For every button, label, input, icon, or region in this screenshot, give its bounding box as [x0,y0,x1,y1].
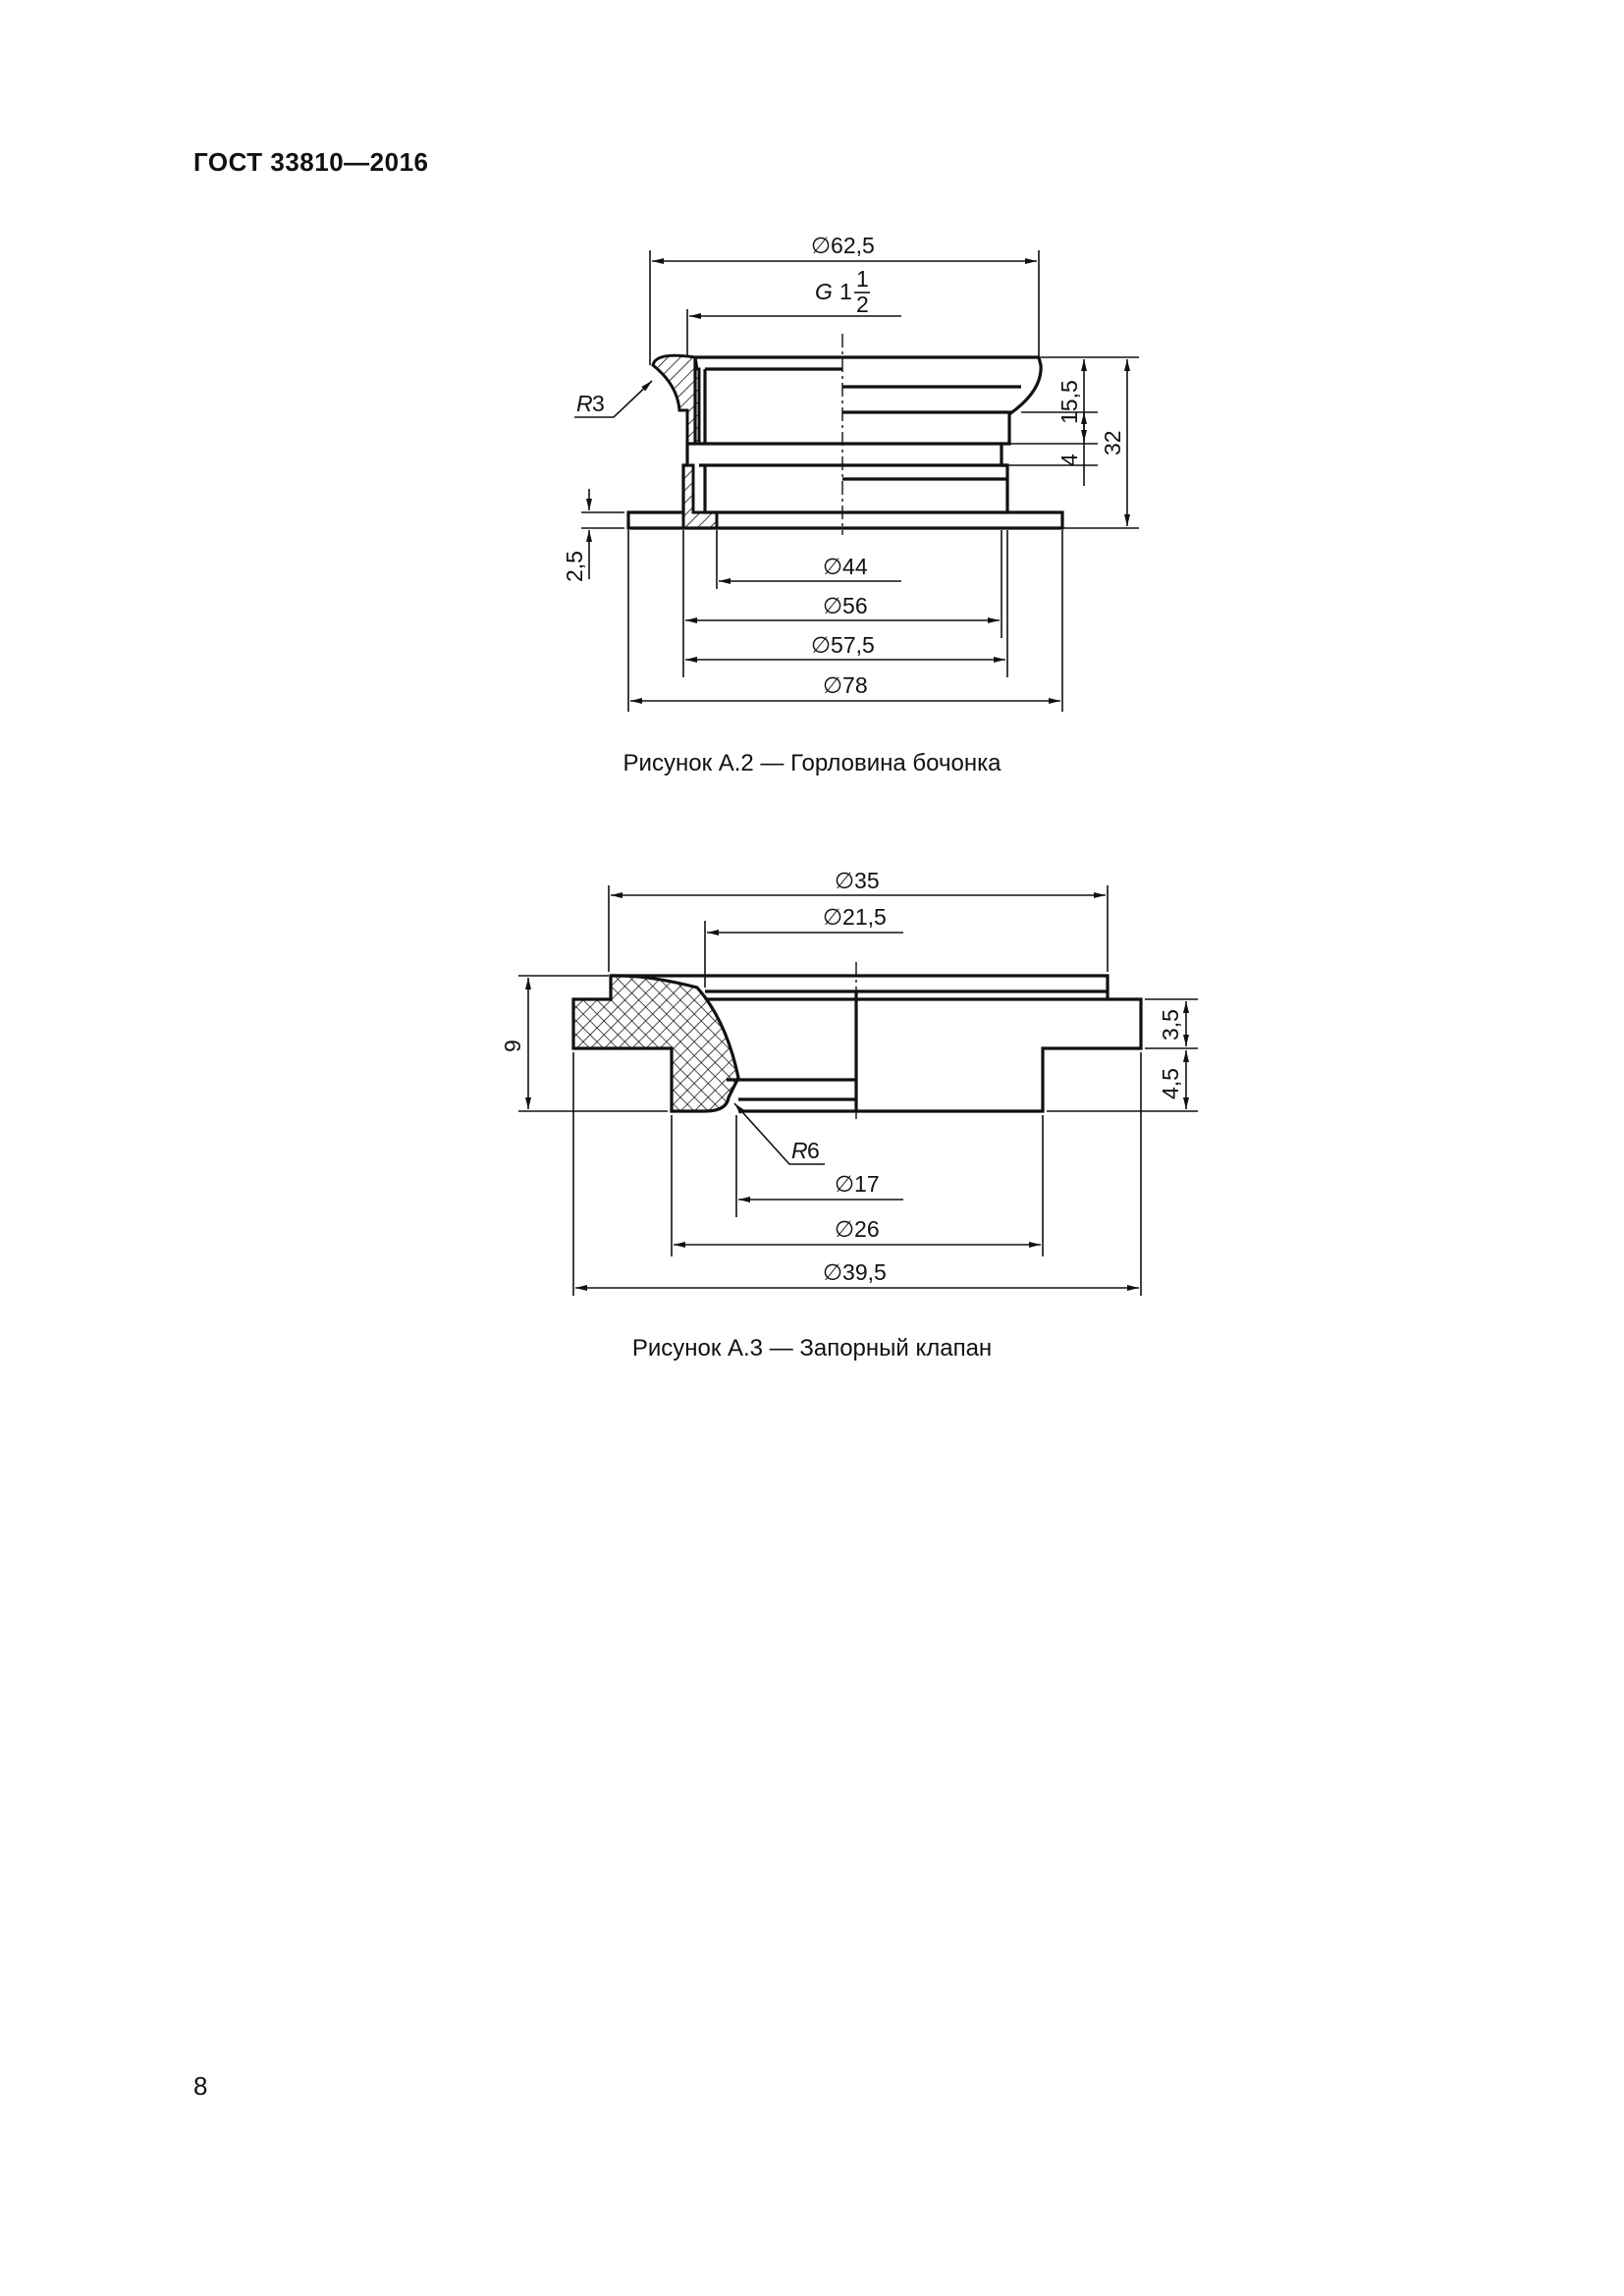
a2-label-15-5: 15,5 [1056,380,1082,424]
a3-label-d35: ∅35 [835,868,880,893]
a3-label-3-5: 3,5 [1158,1009,1183,1041]
a2-label-d44: ∅44 [823,554,868,579]
a2-right-lines [842,387,1021,512]
a3-label-d26: ∅26 [835,1216,880,1242]
a2-label-4: 4 [1056,454,1082,466]
a2-label-thread-whole: 1 [839,279,852,304]
figure-a2-drawing [562,233,1139,712]
a3-label-r6: 6 [807,1138,820,1163]
a3-label-9: 9 [500,1040,525,1052]
figure-a3-caption: Рисунок А.3 — Запорный клапан [631,1335,993,1362]
document-header: ГОСТ 33810—2016 [193,147,429,177]
a3-label-4-5: 4,5 [1158,1068,1183,1099]
a2-label-d78: ∅78 [823,672,868,698]
a3-label-d21-5: ∅21,5 [823,904,887,930]
figure-a2-caption: Рисунок А.2 — Горловина бочонка [623,750,1001,776]
a2-label-d57-5: ∅57,5 [811,632,875,658]
a2-label-d62-5: ∅62,5 [811,233,875,258]
a2-inner-bore [699,369,842,512]
a3-label-r: R [791,1138,808,1163]
page-number: 8 [193,2071,208,2101]
a3-label-d39-5: ∅39,5 [823,1259,887,1285]
a3-seal-section [573,976,738,1111]
a2-label-d56: ∅56 [823,593,868,618]
a2-label-thread-num: 1 [856,266,869,292]
a3-label-d17: ∅17 [835,1171,880,1197]
a2-label-r3: 3 [592,391,605,416]
a2-label-thread-g: G [815,279,833,304]
figure-a3-drawing [500,868,1198,1296]
a2-wall-section [653,355,699,444]
a2-label-2-5: 2,5 [562,551,587,582]
a2-label-32: 32 [1100,430,1125,455]
a2-label-thread-den: 2 [856,292,869,317]
a2-lower-wall-section [683,465,717,528]
a3-inner-lines [705,991,1108,1111]
a2-label-r: R [576,391,593,416]
